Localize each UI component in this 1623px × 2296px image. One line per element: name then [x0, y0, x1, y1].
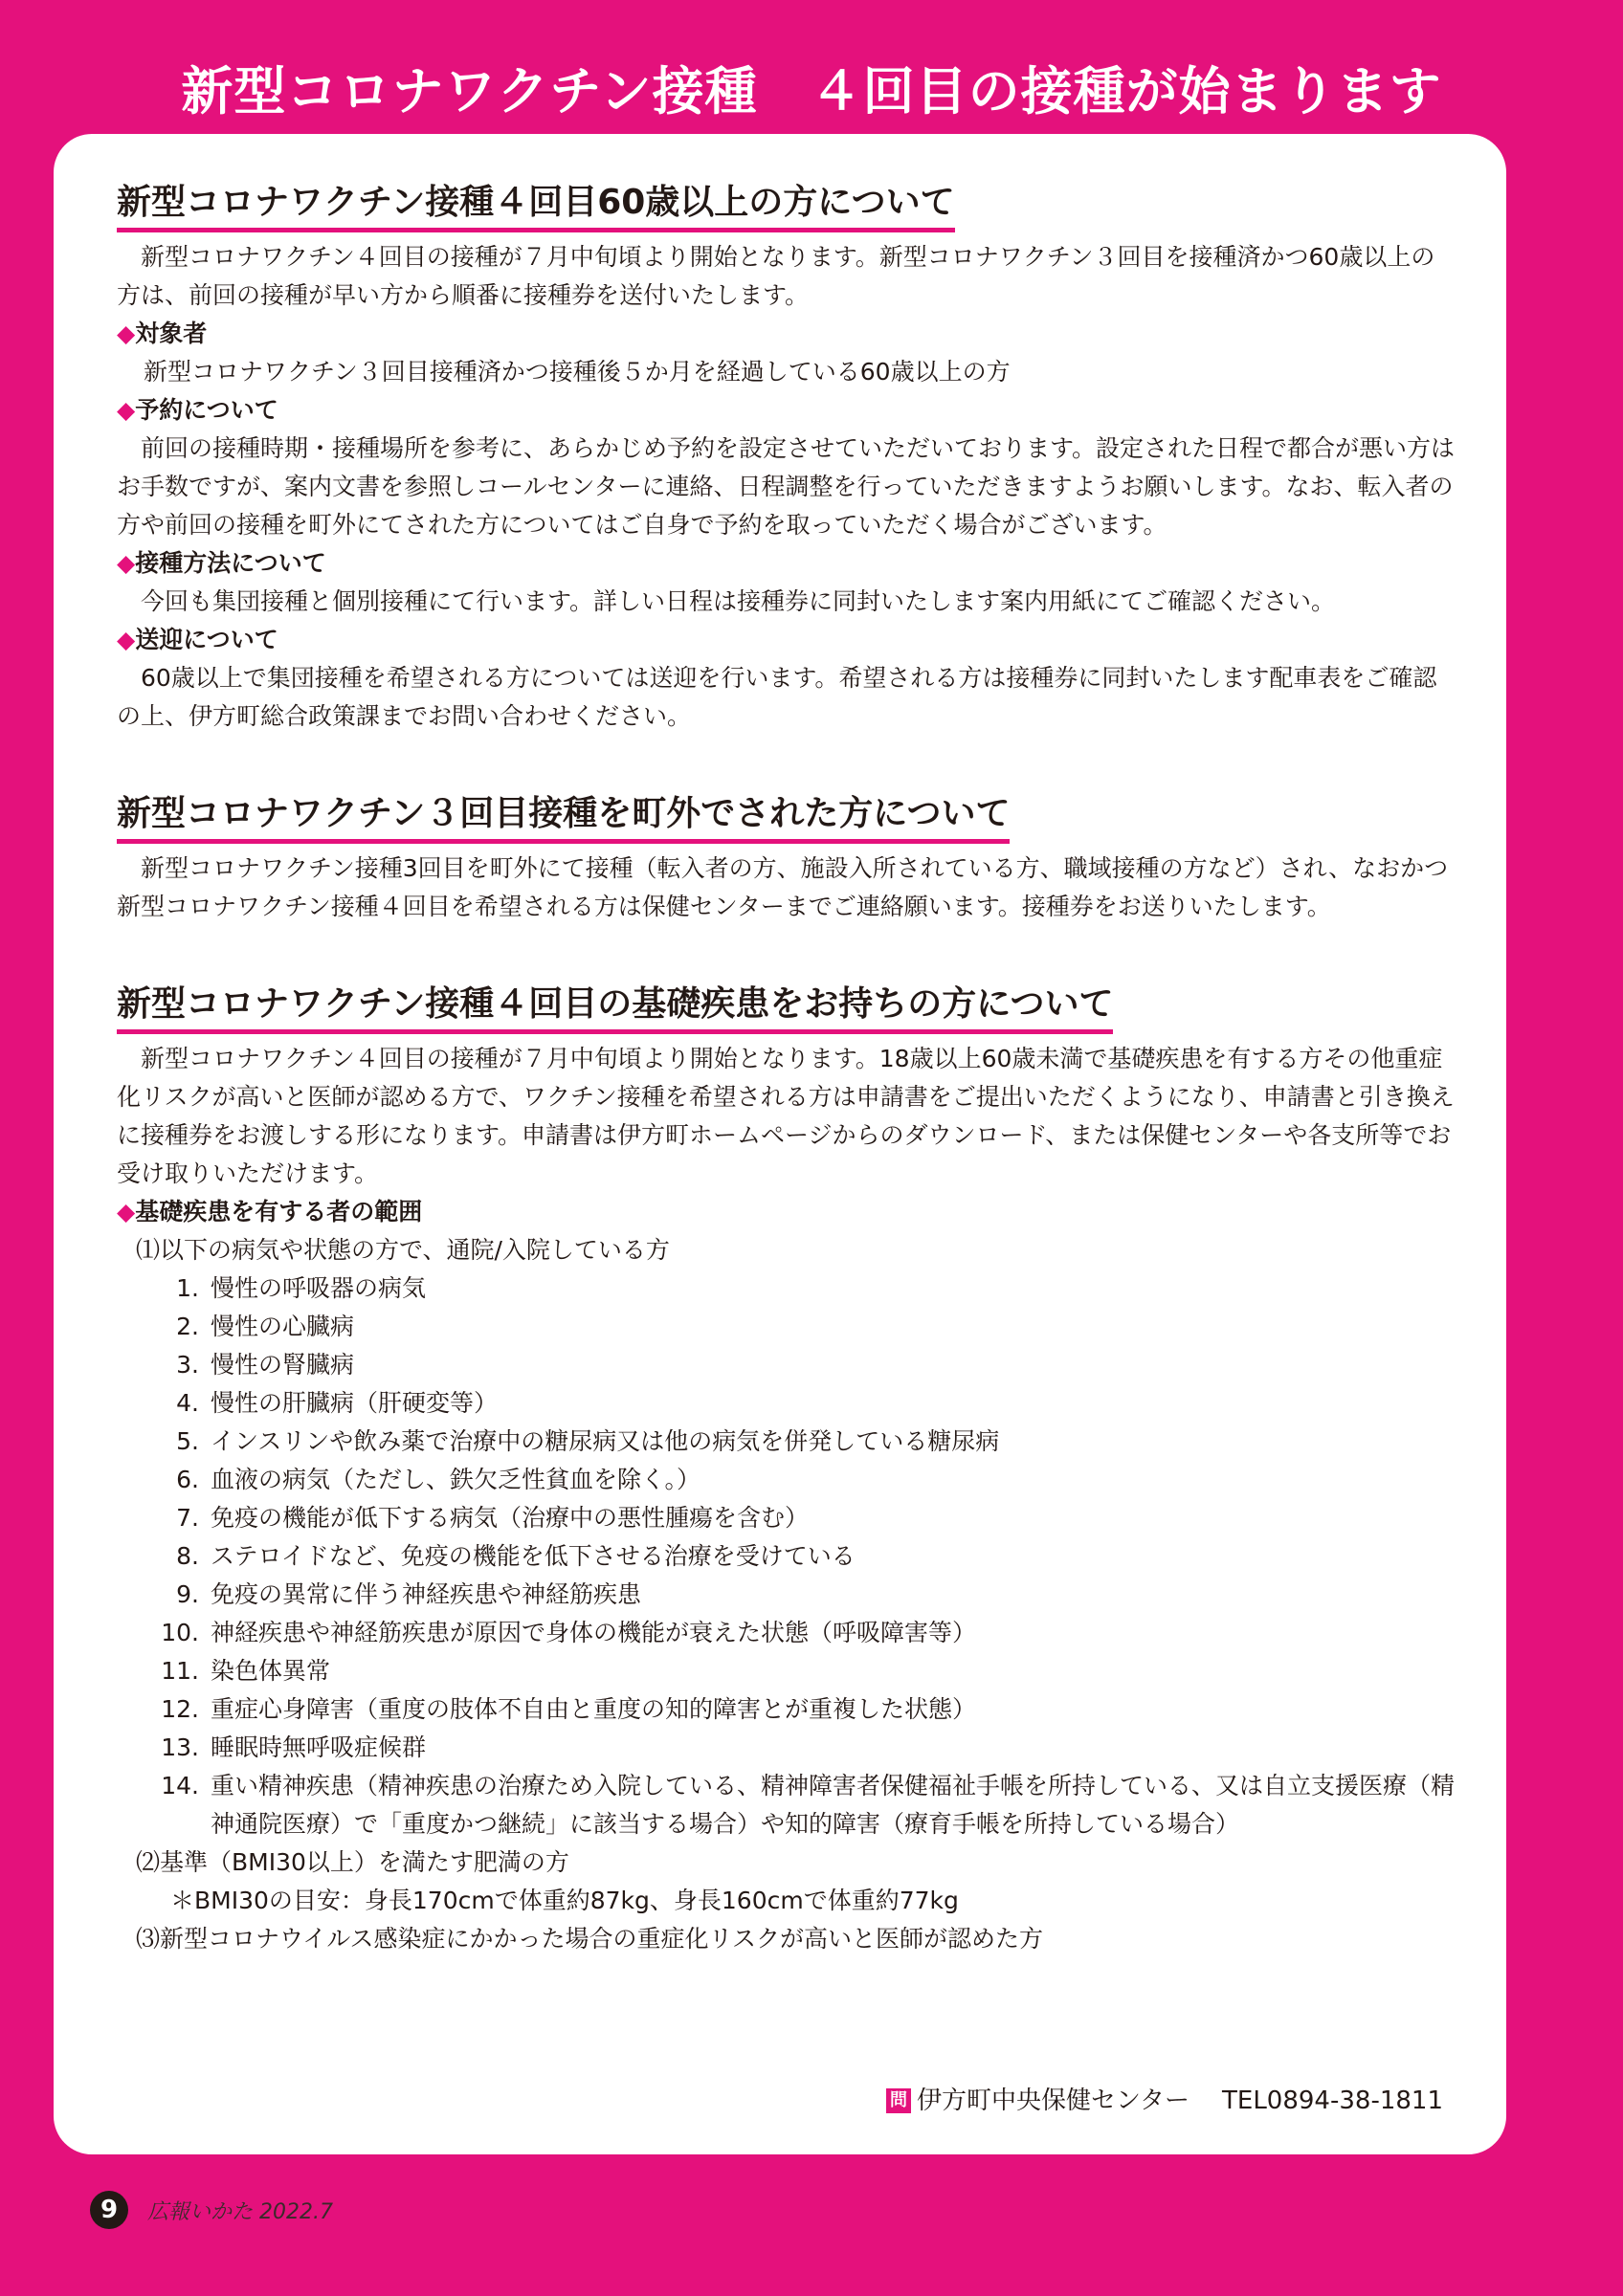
- reservation-body: 前回の接種時期・接種場所を参考に、あらかじめ予約を設定させていただいております。設定された日程で都合が悪い方はお手数ですが、案内文書を参照しコールセンターに連絡、日程調整を行っていただきますようお願いします。なお、転入者の方や前回の接種を町外にてされた方についてはご自身で予約を取っていただく場合がございます。: [117, 434, 1456, 539]
- bmi-note: ＊BMI30の目安：身長170cmで体重約87kg、身長160cmで体重約77kg: [170, 1887, 959, 1914]
- section-body: 新型コロナワクチン接種3回目を町外にて接種（転入者の方、施設入所されている方、職域接種の方など）され、なおかつ新型コロナワクチン接種４回目を希望される方は保健センターまでご連絡願います。接種券をお送りいたします。: [117, 854, 1449, 920]
- subheading-reservation: ◆予約について: [117, 396, 278, 424]
- section-3rd-dose-outside: [117, 789, 1456, 926]
- subheading-target: ◆対象者: [117, 320, 208, 347]
- criterion-1: ⑴以下の病気や状態の方で、通院/入院している方: [136, 1236, 670, 1264]
- section-heading: 新型コロナワクチン３回目接種を町外でされた方について: [117, 789, 1010, 844]
- criterion-3: ⑶新型コロナウイルス感染症にかかった場合の重症化リスクが高いと医師が認めた方: [136, 1925, 1044, 1953]
- list-item: 5. インスリンや飲み薬で治療中の糖尿病又は他の病気を併発している糖尿病: [176, 1427, 1000, 1455]
- list-item: 12. 重症心身障害（重度の肢体不自由と重度の知的障害とが重複した状態）: [161, 1695, 977, 1723]
- section-4th-dose-60plus: [117, 178, 1456, 736]
- criterion-2: ⑵基準（BMI30以上）を満たす肥満の方: [136, 1848, 569, 1876]
- transport-body: 60歳以上で集団接種を希望される方については送迎を行います。希望される方は接種券に同封いたします配車表をご確認の上、伊方町総合政策課までお問い合わせください。: [117, 664, 1437, 730]
- list-item: 3. 慢性の腎臓病: [176, 1351, 355, 1379]
- list-item: 13. 睡眠時無呼吸症候群: [161, 1733, 427, 1761]
- method-body: 今回も集団接種と個別接種にて行います。詳しい日程は接種券に同封いたします案内用紙にてご確認ください。: [141, 587, 1336, 615]
- page-footer: [90, 2191, 333, 2229]
- target-body: 新型コロナワクチン３回目接種済かつ接種後５か月を経過している60歳以上の方: [144, 358, 1011, 386]
- list-item: 4. 慢性の肝臓病（肝硬変等）: [176, 1389, 499, 1417]
- subheading-method: ◆接種方法について: [117, 549, 326, 577]
- list-item: 11. 染色体異常: [161, 1657, 331, 1685]
- list-item: 10. 神経疾患や神経筋疾患が原因で身体の機能が衰えた状態（呼吸障害等）: [161, 1619, 977, 1646]
- inquiry-icon: 問: [886, 2088, 911, 2113]
- section-underlying-conditions: [117, 980, 1456, 1958]
- diamond-icon: ◆: [117, 396, 136, 424]
- conditions-list: [117, 1269, 1456, 1843]
- diamond-icon: ◆: [117, 549, 136, 577]
- list-item: 14. 重い精神疾患（精神疾患の治療ため入院している、精神障害者保健福祉手帳を所持している、又は自立支援医療（精神通院医療）で「重度かつ継続」に該当する場合）や知的障害（療育手帳を所持している場合）: [161, 1772, 1456, 1838]
- contact-info: [886, 2082, 1443, 2120]
- list-item: 1. 慢性の呼吸器の病気: [176, 1274, 427, 1302]
- subheading-transport: ◆送迎について: [117, 626, 278, 653]
- section-body: 新型コロナワクチン４回目の接種が７月中旬頃より開始となります。18歳以上60歳未満で基礎疾患を有する方その他重症化リスクが高いと医師が認める方で、ワクチン接種を希望される方は申請書をご提出いただくようになり、申請書と引き換えに接種券をお渡しする形になります。申請書は伊方町ホームページからのダウンロード、または保健センターや各支所等でお受け取りいただけます。: [117, 1045, 1455, 1187]
- page-number: 9: [90, 2191, 128, 2229]
- list-item: 9. 免疫の異常に伴う神経疾患や神経筋疾患: [176, 1580, 642, 1608]
- diamond-icon: ◆: [117, 320, 136, 347]
- publication-name: 広報いかた 2022.7: [147, 2199, 333, 2224]
- content-body: [117, 178, 1456, 2012]
- subheading-range: ◆基礎疾患を有する者の範囲: [117, 1198, 423, 1225]
- page-banner-title: 新型コロナワクチン接種 ４回目の接種が始まります: [181, 61, 1442, 121]
- diamond-icon: ◆: [117, 1198, 136, 1225]
- list-item: 7. 免疫の機能が低下する病気（治療中の悪性腫瘍を含む）: [176, 1504, 810, 1532]
- section-heading: 新型コロナワクチン接種４回目60歳以上の方について: [117, 178, 955, 232]
- contact-office: 伊方町中央保健センター: [917, 2086, 1190, 2115]
- contact-tel: TEL0894-38-1811: [1222, 2086, 1443, 2115]
- diamond-icon: ◆: [117, 626, 136, 653]
- content-card: [54, 134, 1506, 2154]
- list-item: 2. 慢性の心臓病: [176, 1313, 355, 1340]
- list-item: 8. ステロイドなど、免疫の機能を低下させる治療を受けている: [176, 1542, 856, 1570]
- section-heading: 新型コロナワクチン接種４回目の基礎疾患をお持ちの方について: [117, 980, 1113, 1034]
- list-item: 6. 血液の病気（ただし、鉄欠乏性貧血を除く。）: [176, 1466, 701, 1493]
- section-intro: 新型コロナワクチン４回目の接種が７月中旬頃より開始となります。新型コロナワクチン３回目を接種済かつ60歳以上の方は、前回の接種が早い方から順番に接種券を送付いたします。: [117, 243, 1435, 309]
